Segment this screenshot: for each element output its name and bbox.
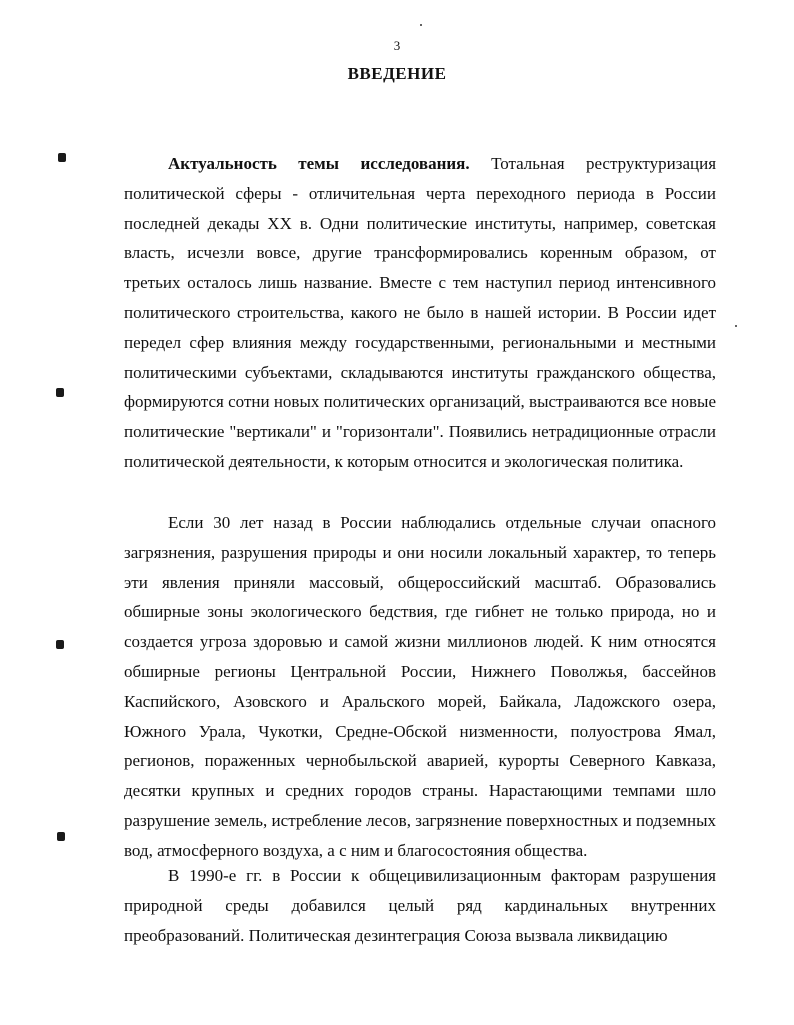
scan-mark xyxy=(56,640,64,649)
paragraph-2: Если 30 лет назад в России наблюдались отдельные случаи опасного загрязнения, разрушения природы и они носили локальный характер, то теперь эти явления приняли массовый, общероссийский масштаб. Образовались обширные зоны экологического бедствия, где гибнет не только природа, но и создается угроза здоровью и самой жизни миллионов людей. К ним относятся обширные регионы Центральной России, Нижнего Поволжья, бассейнов Каспийского, Азовского и Аральского морей, Байкала, Ладожского озера, Южного Урала, Чукотки, Средне-Обской низменности, полуострова Ямал, регионов, пораженных чернобыльской аварией, курорты Северного Кавказа, десятки крупных и средних городов страны. Нарастающими темпами шло разрушение земель, истребление лесов, загрязнение поверхностных и подземных вод, атмосферного воздуха, а с ним и благосостояния общества. xyxy=(124,513,716,860)
paragraph-1 xyxy=(124,149,716,477)
paragraph-3: В 1990-е гг. в России к общецивилизационным факторам разрушения природной среды добавился целый ряд кардинальных внутренних преобразований. Политическая дезинтеграция Союза вызвала ликвидацию xyxy=(124,866,716,945)
scan-speck xyxy=(735,325,737,327)
scan-speck xyxy=(420,24,422,26)
paragraph-1-text: Тотальная реструктуризация политической сферы - отличительная черта переходного периода в России последней декады XX в. Одни политические институты, например, советская власть, исчезли вовсе, другие трансформировались коренным образом, от третьих осталось лишь название. Вместе с тем наступил период интенсивного политического строительства, какого не было в нашей истории. В России идет передел сфер влияния между государственными, региональными и местными политическими субъектами, складываются институты гражданского общества, формируются сотни новых политических организаций, выстраиваются все новые политические "вертикали" и "горизонтали". Появились нетрадиционные отрасли политической деятельности, к которым относится и экологическая политика. xyxy=(124,154,717,471)
scan-mark xyxy=(58,153,66,162)
scan-mark xyxy=(56,388,64,397)
page-title: ВВЕДЕНИЕ xyxy=(347,64,447,83)
page-number: 3 xyxy=(393,38,401,53)
paragraph-1-lead: Актуальность темы исследования. xyxy=(168,154,470,173)
scan-mark xyxy=(57,832,65,841)
